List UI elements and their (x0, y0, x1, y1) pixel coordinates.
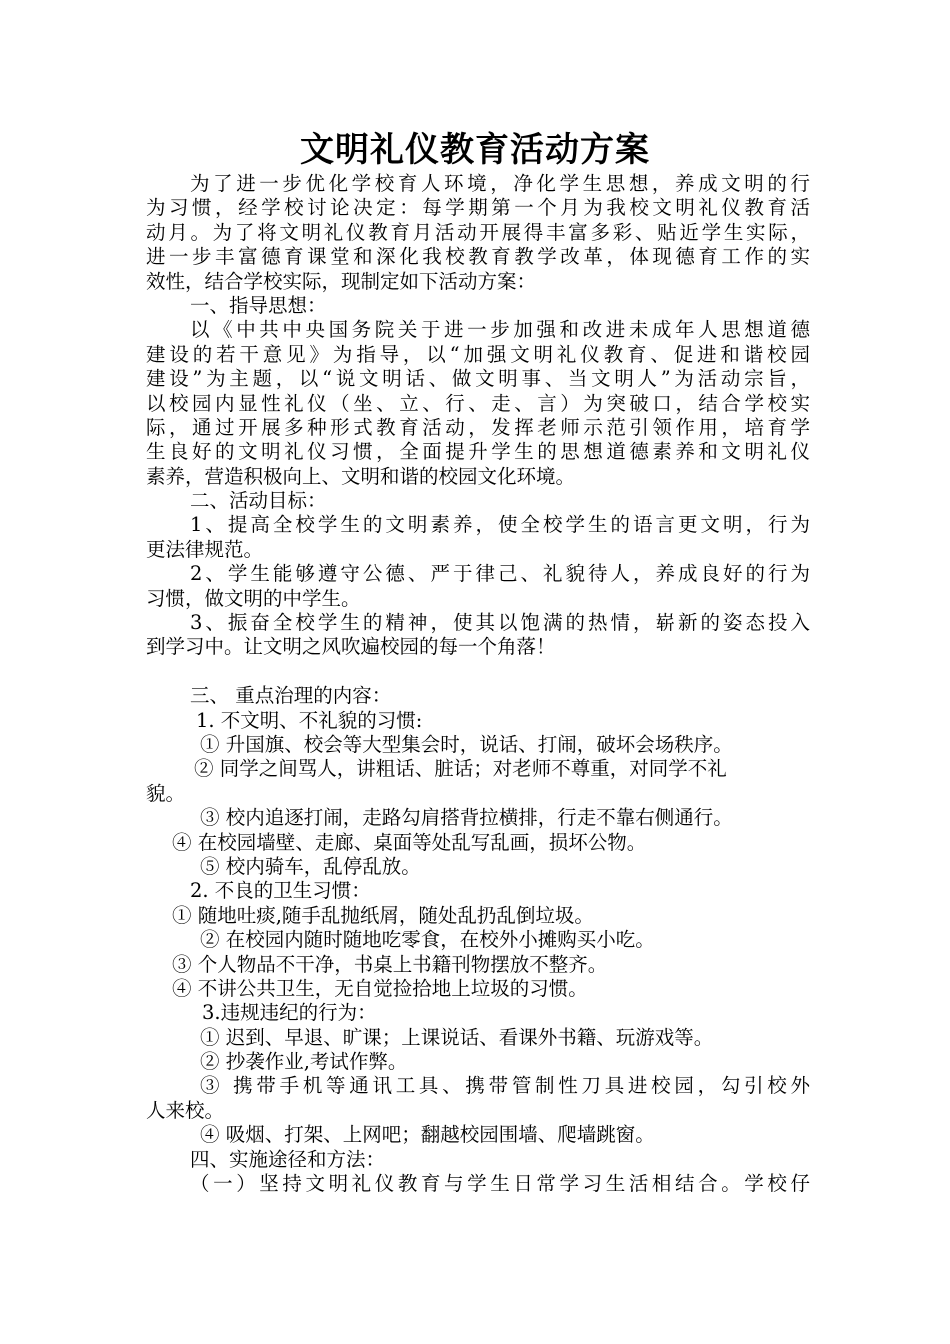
text-line: 素养，营造积极向上、文明和谐的校园文化环境。 (146, 464, 576, 488)
document-body (146, 172, 810, 1196)
text-line: 人来校。 (146, 1098, 225, 1122)
text-line: 生良好的文明礼仪习惯，全面提升学生的思想道德素养和文明礼仪 (146, 440, 810, 464)
text-line: 一、指导思想： (190, 293, 327, 317)
text-line: 效性，结合学校实际，现制定如下活动方案： (146, 269, 537, 293)
text-line: 为了进一步优化学校育人环境，净化学生思想，养成文明的行 (190, 172, 810, 195)
text-line: （一）坚持文明礼仪教育与学生日常学习生活相结合。学校仔 (190, 1172, 810, 1196)
text-line: 以校园内显性礼仪（坐、立、行、走、言）为突破口，结合学校实 (146, 391, 810, 415)
text-line: ① 随地吐痰,随手乱抛纸屑，随处乱扔乱倒垃圾。 (172, 903, 594, 927)
text-line: ④ 不讲公共卫生，无自觉捡拾地上垃圾的习惯。 (172, 976, 588, 1000)
text-line: 1、提高全校学生的文明素养，使全校学生的语言更文明，行为 (190, 513, 810, 537)
text-line: 貌。 (146, 781, 186, 805)
text-line: ② 抄袭作业,考试作弊。 (200, 1050, 408, 1074)
text-line: 到学习中。让文明之风吹遍校园的每一个角落！ (146, 635, 556, 659)
document-title: 文明礼仪教育活动方案 (300, 130, 650, 170)
text-line: ③ 校内追逐打闹，走路勾肩搭背拉横排，行走不靠右侧通行。 (200, 806, 733, 830)
text-line: 2. 不良的卫生习惯： (190, 879, 371, 903)
text-line: 动月。为了将文明礼仪教育月活动开展得丰富多彩、贴近学生实际， (146, 220, 810, 244)
text-line: ② 在校园内随时随地吃零食，在校外小摊购买小吃。 (200, 928, 655, 952)
blank-line (146, 660, 810, 684)
text-line: ⑤ 校内骑车，乱停乱放。 (200, 854, 421, 878)
text-line: 2、学生能够遵守公德、严于律己、礼貌待人，养成良好的行为 (190, 562, 810, 586)
text-line: ① 迟到、早退、旷课；上课说话、看课外书籍、玩游戏等。 (200, 1025, 714, 1049)
text-line: 3.违规违纪的行为： (202, 1001, 377, 1025)
text-line: ③ 携带手机等通讯工具、携带管制性刀具进校园，勾引校外 (200, 1074, 810, 1098)
text-line: 三、 重点治理的内容： (190, 684, 392, 708)
text-line: ④ 在校园墙壁、走廊、桌面等处乱写乱画，损坏公物。 (172, 830, 647, 854)
text-line: 际，通过开展多种形式教育活动，发挥老师示范引领作用，培育学 (146, 415, 810, 439)
text-line: ③ 个人物品不干净，书桌上书籍刊物摆放不整齐。 (172, 952, 608, 976)
text-line: 四、实施途径和方法： (190, 1147, 386, 1171)
text-line: 建设”为主题，以“说文明话、做文明事、当文明人”为活动宗旨， (146, 367, 810, 391)
text-line: 更法律规范。 (146, 537, 264, 561)
text-line: ① 升国旗、校会等大型集会时，说话、打闹，破坏会场秩序。 (200, 732, 733, 756)
text-line: 3、振奋全校学生的精神，使其以饱满的热情，崭新的姿态投入 (190, 611, 810, 635)
text-line: ④ 吸烟、打架、上网吧；翻越校园围墙、爬墙跳窗。 (200, 1123, 655, 1147)
text-line: 二、活动目标： (190, 489, 327, 513)
text-line: 1. 不文明、不礼貌的习惯: (196, 708, 423, 732)
text-line: 为习惯，经学校讨论决定：每学期第一个月为我校文明礼仪教育活 (146, 196, 810, 220)
text-line: 建设的若干意见》为指导，以“加强文明礼仪教育、促进和谐校园 (146, 342, 810, 366)
text-line: ② 同学之间骂人，讲粗话、脏话；对老师不尊重，对同学不礼 (194, 757, 727, 781)
text-line: 以《中共中央国务院关于进一步加强和改进未成年人思想道德 (190, 318, 810, 342)
text-line: 习惯，做文明的中学生。 (146, 586, 361, 610)
text-line: 进一步丰富德育课堂和深化我校教育教学改革，体现德育工作的实 (146, 245, 810, 269)
